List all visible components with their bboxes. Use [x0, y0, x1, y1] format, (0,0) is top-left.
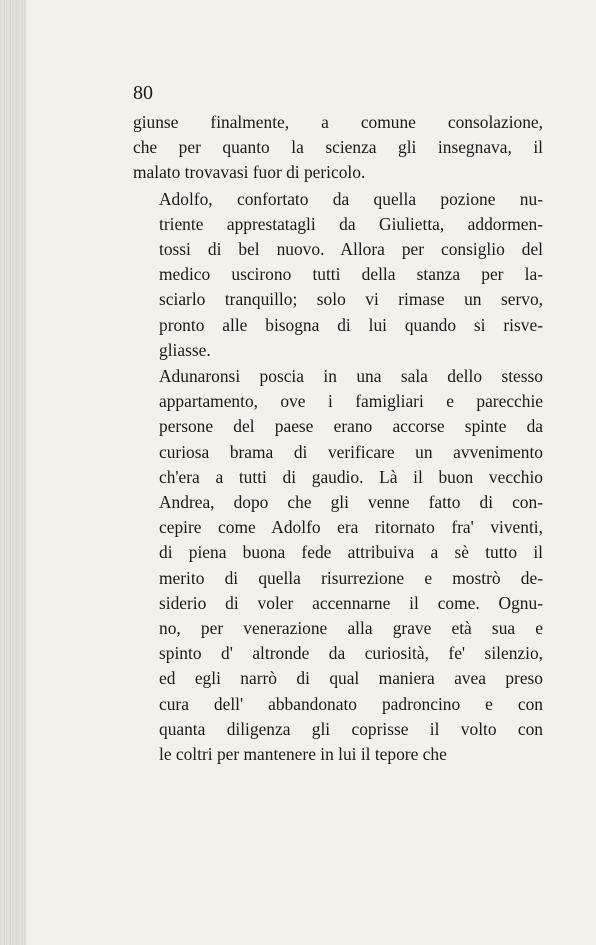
- text-line: curiosa brama di verificare un avvenimento: [159, 441, 543, 462]
- text-line: ch'era a tutti di gaudio. Là il buon vecchio: [159, 466, 543, 487]
- paragraph: [133, 110, 543, 186]
- text-line: tossi di bel nuovo. Allora per consiglio del: [159, 239, 543, 260]
- text-line: che per quanto la scienza gli insegnava, il: [133, 137, 543, 158]
- text-line: giunse finalmente, a comune consolazione,: [133, 112, 543, 132]
- text-line: quanta diligenza gli coprisse il volto con: [159, 718, 543, 739]
- page-number: 80: [133, 82, 153, 104]
- paragraph: [133, 364, 543, 767]
- book-page: [133, 80, 543, 767]
- text-line: ed egli narrò di qual maniera avea preso: [159, 668, 543, 689]
- paragraph: [133, 187, 543, 363]
- text-line: persone del paese erano accorse spinte da: [159, 416, 543, 437]
- text-line: le coltri per mantenere in lui il tepore che: [159, 744, 447, 765]
- text-line: triente apprestatagli da Giulietta, addormen-: [159, 213, 543, 234]
- text-line: Adunaronsi poscia in una sala dello stesso: [159, 366, 543, 387]
- text-line: Adolfo, confortato da quella pozione nu-: [159, 188, 543, 209]
- text-line: siderio di voler accennarne il come. Ognu-: [159, 592, 543, 613]
- page-gutter-shadow: [0, 0, 26, 945]
- body-text: [133, 110, 543, 767]
- text-line: pronto alle bisogna di lui quando si risve-: [159, 314, 543, 335]
- text-line: Andrea, dopo che gli venne fatto di con-: [159, 492, 543, 513]
- text-line: spinto d' altronde da curiosità, fe' silenzio,: [159, 643, 543, 664]
- text-line: appartamento, ove i famigliari e parecchie: [159, 391, 543, 412]
- text-line: merito di quella risurrezione e mostrò de-: [159, 567, 543, 588]
- text-line: no, per venerazione alla grave età sua e: [159, 618, 543, 639]
- text-line: sciarlo tranquillo; solo vi rimase un servo,: [159, 289, 543, 310]
- text-line: medico uscirono tutti della stanza per la-: [159, 264, 543, 285]
- text-line: di piena buona fede attribuiva a sè tutto il: [159, 542, 543, 563]
- text-line: gliasse.: [159, 339, 211, 360]
- text-line: cura dell' abbandonato padroncino e con: [159, 693, 543, 714]
- text-line: cepire come Adolfo era ritornato fra' viventi,: [159, 517, 543, 538]
- text-line: malato trovavasi fuor di pericolo.: [133, 162, 366, 183]
